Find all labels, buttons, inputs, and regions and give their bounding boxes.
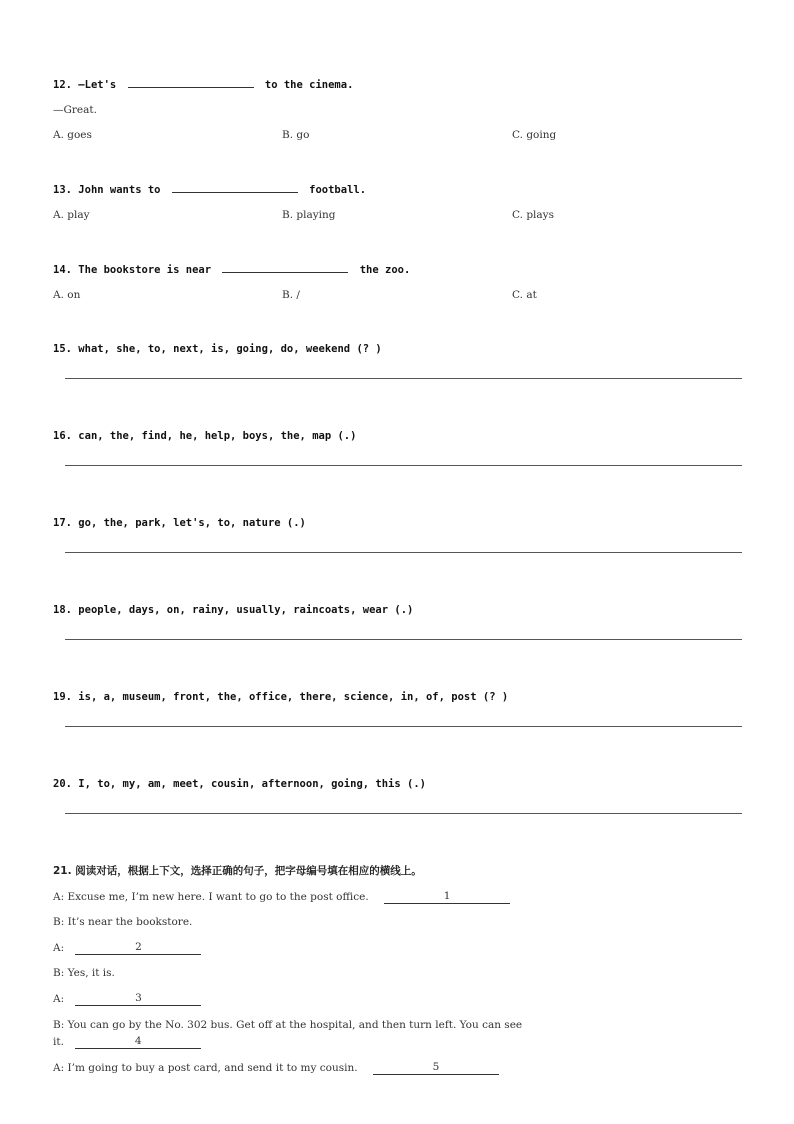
question-number: 20. [53,778,72,790]
question-words: is, a, museum, front, the, office, there, science, in, of, post (? ) [78,691,509,703]
dialogue-text: B: It’s near the bookstore. [53,916,193,928]
fill-blank[interactable] [172,182,298,193]
dialogue-text: A: [53,942,65,954]
dialogue-line-7 [53,1035,201,1049]
question-number: 16. [53,430,72,442]
question-number: 15. [53,343,72,355]
question-15 [53,342,382,356]
question-number: 17. [53,517,72,529]
option-a[interactable]: A. on [53,289,81,301]
option-c[interactable]: C. going [512,129,557,141]
question-number: 18. [53,604,72,616]
question-14 [53,262,410,277]
question-number: 14. [53,264,72,276]
option-a[interactable]: A. goes [53,129,92,141]
dialogue-text: A: [53,993,65,1005]
question-21 [53,864,422,878]
dialogue-text: B: Yes, it is. [53,967,115,979]
dialogue-line-4 [53,966,115,980]
dialogue-text: it. [53,1036,64,1048]
option-c[interactable]: C. at [512,289,537,301]
question-12 [53,77,353,92]
question-number: 13. [53,184,72,196]
question-18 [53,603,413,617]
answer-line[interactable] [65,639,742,640]
dialogue-line-3 [53,941,201,955]
question-16 [53,429,356,443]
question-words: I, to, my, am, meet, cousin, afternoon, going, this (.) [78,778,426,790]
question-words: go, the, park, let's, to, nature (.) [78,517,306,529]
fill-blank[interactable] [128,77,254,88]
question-20 [53,777,426,791]
dialogue-line-8 [53,1061,499,1075]
question-instruction: 阅读对话，根据上下文，选择正确的句子，把字母编号填在相应的横线上。 [75,865,422,877]
answer-line[interactable] [65,552,742,553]
dialogue-line-1 [53,890,510,904]
answer-line[interactable] [65,726,742,727]
option-b[interactable]: B. playing [282,209,336,221]
answer-blank-5[interactable]: 5 [373,1061,499,1075]
answer-line[interactable] [65,378,742,379]
question-words: what, she, to, next, is, going, do, weekend (? ) [78,343,382,355]
option-c[interactable]: C. plays [512,209,554,221]
question-words: people, days, on, rainy, usually, raincoats, wear (.) [78,604,414,616]
dialogue-line-6 [53,1018,522,1032]
answer-blank-3[interactable]: 3 [75,992,201,1006]
answer-blank-1[interactable]: 1 [384,890,510,904]
dialogue-line-2 [53,915,192,929]
dialogue-text: A: I’m going to buy a post card, and send it to my cousin. [53,1062,358,1074]
question-text-after: football. [309,184,367,196]
question-text-after: to the cinema. [264,79,354,91]
option-b[interactable]: B. go [282,129,310,141]
question-number: 12. [53,79,72,91]
dialogue-text: A: Excuse me, I’m new here. I want to go to the post office. [53,891,369,903]
answer-line[interactable] [65,813,742,814]
option-b[interactable]: B. / [282,289,300,301]
question-number: 19. [53,691,72,703]
dialogue-reply: —Great. [53,104,97,116]
question-text-before: —Let's [78,79,117,91]
dialogue-text: B: You can go by the No. 302 bus. Get off at the hospital, and then turn left. You can see [53,1019,523,1031]
question-text-before: The bookstore is near [78,264,212,276]
answer-blank-2[interactable]: 2 [75,941,201,955]
option-a[interactable]: A. play [53,209,90,221]
question-number: 21. [53,865,72,877]
answer-blank-4[interactable]: 4 [75,1035,201,1049]
question-words: can, the, find, he, help, boys, the, map (.) [78,430,357,442]
question-13 [53,182,366,197]
dialogue-line-5 [53,992,201,1006]
question-19 [53,690,508,704]
fill-blank[interactable] [222,262,348,273]
question-text-before: John wants to [78,184,161,196]
answer-line[interactable] [65,465,742,466]
question-17 [53,516,306,530]
question-text-after: the zoo. [359,264,411,276]
